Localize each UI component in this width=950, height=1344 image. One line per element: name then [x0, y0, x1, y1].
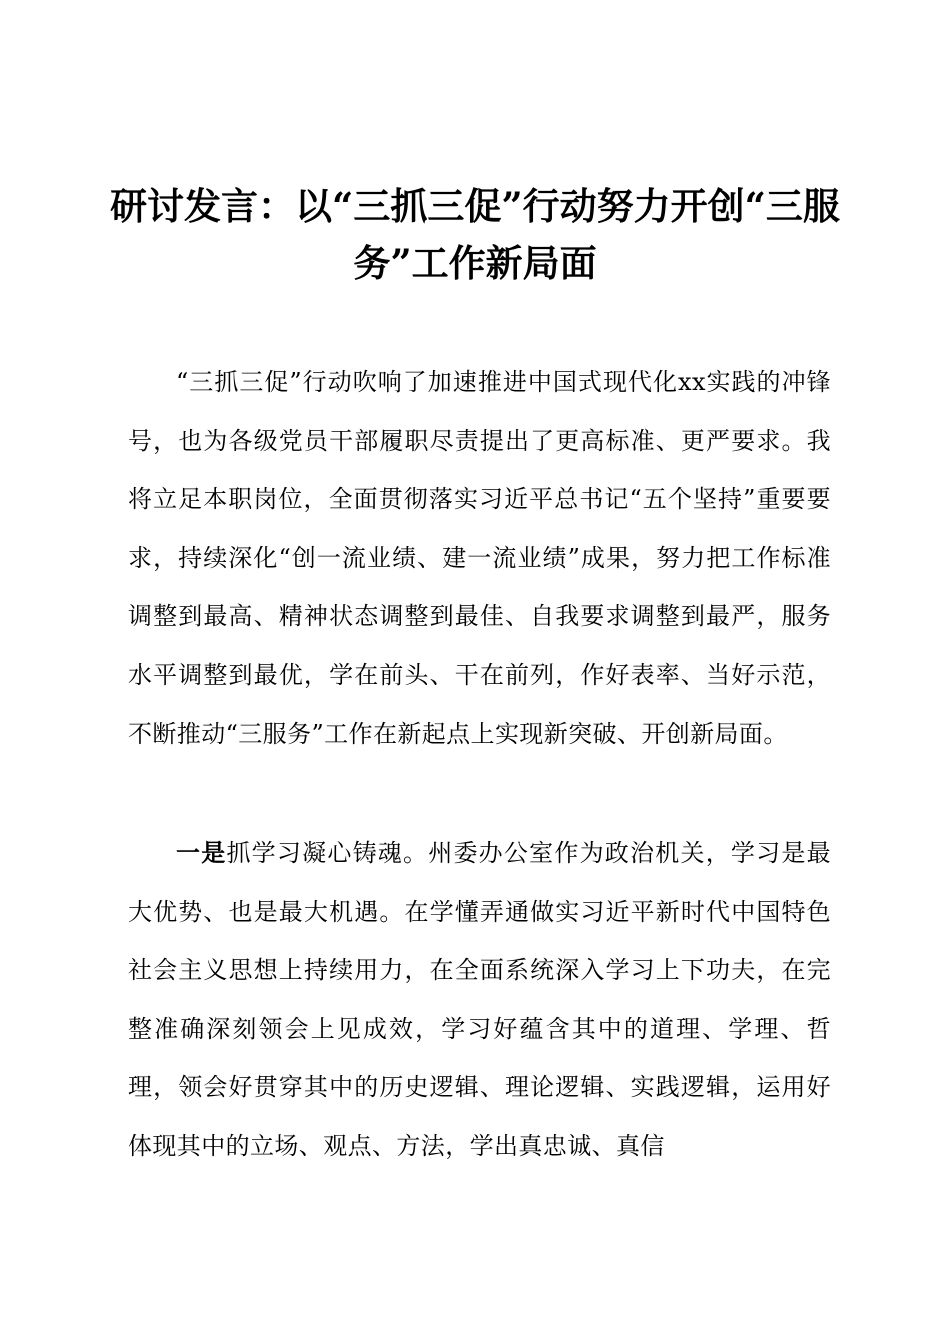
document-title: 研讨发言：以“三抓三促”行动努力开创“三服务”工作新局面	[110, 184, 840, 285]
paragraph-intro-text: “三抓三促”行动吹响了加速推进中国式现代化xx实践的冲锋号，也为各级党员干部履职尽责提出了更高标准、更严要求。我将立足本职岗位，全面贯彻落实习近平总书记“五个坚持”重要要求，持续深化“创一流业绩、建一流业绩”成果，努力把工作标准调整到最高、精神状态调整到最佳、自我要求调整到最严，服务水平调整到最优，学在前头、干在前列，作好表率、当好示范，不断推动“三服务”工作在新起点上实现新突破、开创新局面。	[128, 368, 831, 748]
paragraph-lead-label: 一是	[176, 838, 227, 867]
paragraph-point-one-text: 抓学习凝心铸魂。州委办公室作为政治机关，学习是最大优势、也是最大机遇。在学懂弄通做实习近平新时代中国特色社会主义思想上持续用力，在全面系统深入学习上下功夫，在完整准确深刻领会上见成效，学习好蕴含其中的道理、学理、哲理，领会好贯穿其中的历史逻辑、理论逻辑、实践逻辑，运用好体现其中的立场、观点、方法，学出真忠诚、真信	[128, 839, 831, 1160]
paragraph-intro	[128, 353, 831, 763]
paragraph-point-one	[128, 824, 831, 1176]
